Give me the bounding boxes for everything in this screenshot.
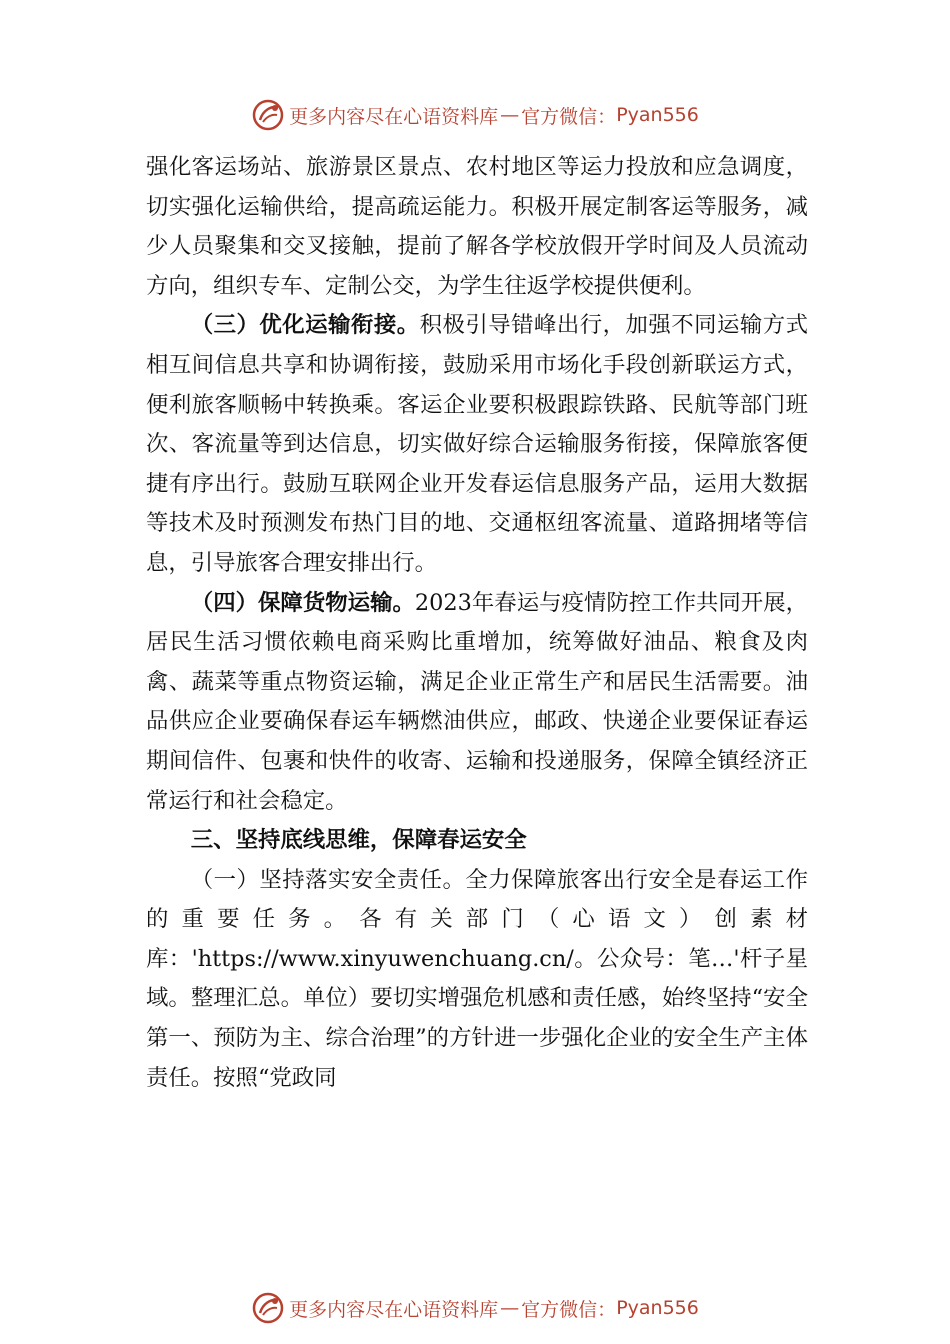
paragraph-lead-title: （四）保障货物运输。 (190, 589, 415, 616)
banner-dash: — (500, 104, 520, 126)
banner-wechat-id: Pyan556 (616, 1297, 699, 1319)
banner-official-label: 官方微信： (521, 105, 617, 128)
paragraph-continuation: 强化客运场站、旅游景区景点、农村地区等运力投放和应急调度，切实强化运输供给，提高疏运能力。积极开展定制客运等服务，减少人员聚集和交叉接触，提前了解各学校放假开学时间及人员流动方向，组织专车、定制公交，为学生往返学校提供便利。 (146, 154, 808, 299)
paragraph-text: 2023年春运与疫情防控工作共同开展，居民生活习惯依赖电商采购比重增加，统筹做好油品、粮食及肉禽、蔬菜等重点物资运输，满足企业正常生产和居民生活需要。油品供应企业要确保春运车辆燃油供应，邮政、快递企业要保证春运期间信件、包裹和快件的收寄、运输和投递服务，保障全镇经济正常运行和社会稳定。 (146, 589, 809, 814)
paragraph-safety-responsibility: （一）坚持落实安全责任。全力保障旅客出行安全是春运工作的重要任务。各有关部门（心语文）创素材库：'https://www.xinyuwenchuang.cn/。公众号：笔…'杆子星域。整理汇总。单位）要切实增强危机感和责任感，始终坚持“安全第一、预防为主、综合治理”的方针进一步强化企业的安全生产主体责任。按照“党政同 (146, 866, 808, 1091)
section-heading: 三、坚持底线思维，保障春运安全 (190, 827, 527, 854)
banner-site-text: 更多内容尽在心语资料库 (289, 105, 499, 128)
banner-dash: — (500, 1297, 520, 1319)
banner-official-label: 官方微信： (521, 1298, 617, 1321)
paragraph-text: 积极引导错峰出行，加强不同运输方式相互间信息共享和协调衔接，鼓励采用市场化手段创新联运方式，便利旅客顺畅中转换乘。客运企业要积极跟踪铁路、民航等部门班次、客流量等到达信息，切实做好综合运输服务衔接，保障旅客便捷有序出行。鼓励互联网企业开发春运信息服务产品，运用大数据等技术及时预测发布热门目的地、交通枢纽客流量、道路拥堵等信息，引导旅客合理安排出行。 (146, 312, 809, 576)
brand-logo-icon (251, 98, 285, 132)
paragraph-lead-title: （三）优化运输衔接。 (190, 312, 420, 339)
paragraph-cargo-transport (146, 584, 808, 822)
footer-watermark-banner (0, 1288, 950, 1328)
header-watermark-banner (0, 95, 950, 135)
brand-logo-icon (251, 1291, 285, 1325)
banner-wechat-id: Pyan556 (616, 104, 699, 126)
document-body (146, 148, 808, 1098)
banner-site-text: 更多内容尽在心语资料库 (289, 1298, 499, 1321)
paragraph-optimize-transport (146, 306, 808, 583)
